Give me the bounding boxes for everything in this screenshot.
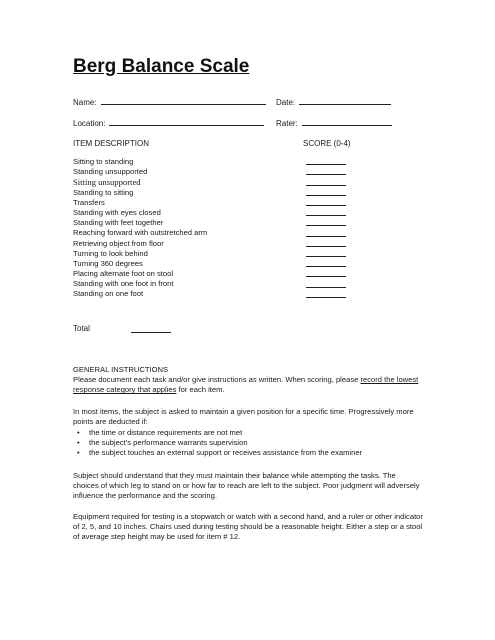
list-item: Standing with feet together (73, 218, 164, 228)
list-item: Placing alternate foot on stool (73, 269, 174, 279)
instructions-paragraph-3: Subject should understand that they must maintain their balance while attempting the tasks. The choices of which leg to stand on or how far to reach are left to the subject. Poor judgment will adversely influence the performance and the scoring. (73, 471, 420, 501)
score-blank[interactable] (306, 188, 346, 198)
name-field[interactable] (73, 97, 266, 108)
item-list (73, 157, 207, 300)
score-blank[interactable] (306, 269, 346, 279)
score-blank[interactable] (306, 279, 346, 289)
general-instructions-heading: GENERAL INSTRUCTIONS (73, 365, 169, 374)
list-item: Standing to sitting (73, 187, 134, 197)
total-input-line[interactable] (131, 332, 171, 333)
lowest-category-emphasis: record the lowest response category that applies (73, 375, 419, 395)
location-label: Location: (73, 119, 106, 128)
date-input-line[interactable] (299, 97, 391, 105)
score-header: SCORE (0-4) (303, 139, 351, 148)
score-blank[interactable] (306, 249, 346, 259)
list-item: Turning 360 degrees (73, 258, 143, 268)
instructions-paragraph-4: Equipment required for testing is a stopwatch or watch with a second hand, and a ruler or other indicator of 2, 5, and 10 inches. Chairs used during testing should be a reasonable height. Either a step or a stool of average step height may be used for item # 12. (73, 512, 423, 542)
list-item: Sitting unsupported (73, 177, 141, 188)
score-blank[interactable] (306, 290, 346, 300)
bullet-icon: • (77, 428, 80, 437)
document-title: Berg Balance Scale (73, 56, 250, 77)
location-field[interactable] (73, 118, 264, 129)
score-blank[interactable] (306, 208, 346, 218)
score-blank[interactable] (306, 157, 346, 167)
date-field[interactable] (276, 97, 391, 108)
bullet-icon: • (77, 448, 80, 458)
list-item: • the time or distance requirements are not met (77, 428, 243, 437)
list-item: • the subject touches an external support or receives assistance from the examiner (77, 448, 363, 458)
rater-input-line[interactable] (302, 118, 392, 126)
name-input-line[interactable] (101, 97, 266, 105)
list-item: • the subject’s performance warrants supervision (77, 438, 248, 448)
name-label: Name: (73, 98, 97, 107)
score-blank[interactable] (306, 228, 346, 238)
list-item: Sitting to standing (73, 157, 134, 166)
list-item: Transfers (73, 197, 105, 207)
deduction-bullet-list (73, 428, 362, 459)
para1-text-b: for each item. (176, 385, 225, 395)
bullet-icon: • (77, 438, 80, 448)
list-item: Standing unsupported (73, 167, 148, 177)
location-input-line[interactable] (109, 118, 264, 126)
instructions-paragraph-1 (73, 375, 423, 395)
list-item: Retrieving object from floor (73, 238, 164, 248)
rater-label: Rater: (276, 119, 298, 128)
rater-field[interactable] (276, 118, 392, 129)
instructions-paragraph-2: In most items, the subject is asked to maintain a given position for a specific time. Progressively more points are deducted if: (73, 407, 414, 427)
list-item: Standing with eyes closed (73, 207, 161, 217)
score-blank[interactable] (306, 198, 346, 208)
score-blank[interactable] (306, 218, 346, 228)
score-blank[interactable] (306, 177, 346, 187)
list-item: Standing with one foot in front (73, 279, 174, 289)
total-field[interactable] (73, 324, 90, 334)
item-description-header: ITEM DESCRIPTION (73, 139, 150, 148)
list-item: Turning to look behind (73, 248, 148, 258)
score-blank[interactable] (306, 259, 346, 269)
date-label: Date: (276, 98, 296, 107)
list-item: Reaching forward with outstretched arm (73, 228, 208, 238)
score-blank[interactable] (306, 239, 346, 249)
para1-text-a: Please document each task and/or give instructions as written. When scoring, please (73, 375, 361, 384)
score-blank[interactable] (306, 167, 346, 177)
list-item: Standing on one foot (73, 289, 144, 299)
total-label: Total (73, 324, 90, 333)
